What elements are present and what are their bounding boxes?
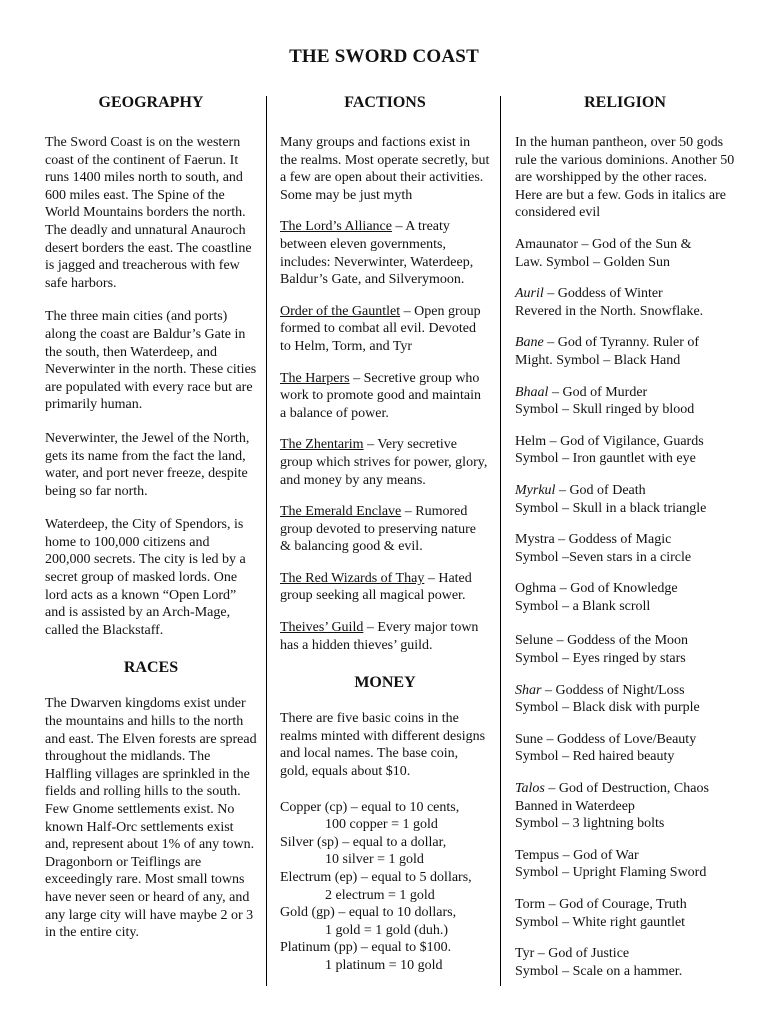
money-heading: MONEY [354, 674, 416, 692]
god-name: Talos [515, 781, 545, 797]
god-name: Amaunator [515, 236, 578, 252]
money-intro: There are five basic coins in the realms minted with different designs and local names. The base coin, gold, equals about $10. [280, 711, 486, 780]
faction-item [280, 570, 490, 605]
god-symbol: Symbol – Red haired beauty [515, 749, 675, 765]
faction-name: Order of the Gauntlet [280, 303, 401, 319]
god-name: Helm [515, 433, 547, 449]
god-entry [515, 334, 735, 352]
god-domain: – God of Knowledge [556, 581, 678, 597]
god-symbol: Symbol – Black disk with purple [515, 700, 700, 716]
god-name: Sune [515, 731, 543, 747]
god-domain: – God of War [559, 847, 639, 863]
geography-paragraph-2: The three main cities (and ports) along the coast are Baldur’s Gate in the south, then Waterdeep, and Neverwinter in the north. These cities are populated with every race but are primarily human. [45, 309, 257, 413]
god-domain: – Goddess of Night/Loss [541, 682, 685, 698]
god-domain: – God of Tyranny. Ruler of [543, 335, 700, 351]
faction-name: The Red Wizards of Thay [280, 570, 425, 586]
coin-conversion: 1 platinum = 10 gold [325, 957, 443, 973]
faction-desc: – Every major town has a hidden thieves’ guild. [280, 620, 479, 653]
god-domain: – God of Death [555, 482, 646, 498]
faction-desc: – Hated group seeking all magical power. [280, 570, 472, 604]
god-name: Myrkul [515, 482, 556, 498]
faction-item [280, 218, 490, 288]
faction-item [280, 370, 490, 423]
god-entry [515, 847, 735, 865]
geography-heading: GEOGRAPHY [98, 94, 204, 111]
faction-desc: – Very secretive group which strives for power, glory, and money by any means. [280, 437, 488, 488]
coin-line: Silver (sp) – equal to a dollar, [280, 834, 447, 850]
faction-name: The Harpers [280, 370, 350, 386]
god-symbol: Symbol –Seven stars in a circle [515, 549, 692, 565]
god-domain: – God of the Sun & [577, 236, 692, 252]
god-entry [515, 682, 735, 700]
coin-line: Platinum (pp) – equal to $100. [280, 940, 452, 956]
god-name: Bane [515, 335, 544, 351]
god-entry [515, 731, 735, 749]
god-symbol: Law. Symbol – Golden Sun [515, 254, 671, 270]
god-symbol: Symbol – a Blank scroll [515, 598, 651, 614]
god-entry [515, 896, 735, 914]
god-name: Tempus [515, 847, 560, 863]
factions-intro: Many groups and factions exist in the realms. Most operate secretly, but a few are open about their activities. Some may be just myth [280, 135, 490, 203]
coin-conversion: 2 electrum = 1 gold [325, 887, 435, 903]
god-entry [515, 384, 735, 402]
god-name: Auril [515, 286, 544, 302]
coin-conversion: 1 gold = 1 gold (duh.) [325, 922, 448, 938]
gods-list [515, 222, 735, 980]
god-name: Mystra [515, 532, 555, 548]
faction-desc: – Open group formed to combat all evil. Devoted to Helm, Torm, and Tyr [280, 303, 481, 354]
god-entry [515, 482, 735, 500]
god-name: Oghma [515, 581, 557, 597]
god-symbol: Might. Symbol – Black Hand [515, 352, 681, 368]
god-entry [515, 285, 735, 303]
god-entry [515, 945, 735, 963]
geography-paragraph-1: The Sword Coast is on the western coast of the continent of Faerun. It runs 1400 miles north to south, and 600 miles east. The Spine of the World Mountains borders the north. The deadly and unnatural Anauroch desert borders the east. The coastline is jagged and treacherous with few safe harbors. [45, 135, 252, 291]
races-paragraph: The Dwarven kingdoms exist under the mountains and hills to the north and east. The Elven forests are spread throughout the midlands. The Halfling villages are sprinkled in the fields and rolling hills to the south. Few Gnome settlements exist. No known Half-Orc settlements exist and, represent about 1% of any town. Dragonborn or Teiflings are exceedingly rare. Most small towns have never seen or heard of any, and any large city will have maybe 2 or 3 in the entire city. [45, 696, 257, 941]
god-name: Selune [515, 633, 554, 649]
god-symbol: Symbol – Scale on a hammer. [515, 963, 683, 979]
god-domain: – God of Courage, Truth [545, 897, 687, 912]
coin-line: Copper (cp) – equal to 10 cents, [280, 799, 460, 815]
god-domain: – Goddess of Love/Beauty [543, 731, 697, 747]
geography-paragraph-4: Waterdeep, the City of Spendors, is home to 100,000 citizens and 200,000 secrets. The city is led by a secret group of masked lords. One lord acts as a known “Open Lord” and is assisted by an Arch-Mage, called the Blackstaff. [45, 517, 246, 638]
faction-item [280, 436, 490, 489]
god-symbol: Symbol – 3 lightning bolts [515, 816, 665, 832]
god-symbol: Symbol – Upright Flaming Sword [515, 865, 707, 881]
god-symbol: Symbol – White right gauntlet [515, 914, 686, 930]
faction-item [280, 303, 490, 356]
god-domain: – Goddess of Magic [554, 532, 672, 548]
god-name: Bhaal [515, 384, 549, 400]
faction-item [280, 619, 490, 654]
god-domain: – Goddess of the Moon [553, 633, 689, 649]
god-entry [515, 236, 735, 254]
faction-desc: – A treaty between eleven governments, includes: Neverwinter, Waterdeep, Baldur’s Gate, and Silverymoon. [280, 219, 474, 288]
coin-conversion: 100 copper = 1 gold [325, 817, 438, 833]
god-symbol: Revered in the North. Snowflake. [515, 303, 704, 319]
coin-line: Gold (gp) – equal to 10 dollars, [280, 905, 457, 921]
god-symbol: Symbol – Skull ringed by blood [515, 402, 695, 418]
god-domain: – God of Justice [534, 946, 630, 962]
god-entry [515, 531, 735, 549]
god-name: Shar [515, 682, 542, 698]
faction-desc: – Secretive group who work to promote good and maintain a balance of power. [280, 370, 482, 421]
faction-name: The Zhentarim [280, 437, 364, 453]
geography-paragraph-3: Neverwinter, the Jewel of the North, gets its name from the fact the land, water, and port never freeze, despite being so far north. [45, 430, 250, 499]
god-domain: – God of Murder [548, 384, 648, 400]
god-symbol: Symbol – Iron gauntlet with eye [515, 451, 696, 467]
god-entry [515, 580, 735, 598]
religion-heading: RELIGION [584, 94, 666, 111]
coin-line: Electrum (ep) – equal to 5 dollars, [280, 870, 472, 885]
god-domain: – Goddess of Winter [543, 286, 663, 302]
faction-name: The Emerald Enclave [280, 504, 402, 520]
god-symbol: Symbol – Skull in a black triangle [515, 500, 707, 516]
column-divider-right [500, 96, 501, 986]
god-name: Torm [515, 897, 546, 912]
coin-conversion: 10 silver = 1 gold [325, 852, 424, 868]
god-symbol: Symbol – Eyes ringed by stars [515, 651, 686, 667]
god-note: Banned in Waterdeep [515, 798, 635, 814]
god-entry [515, 780, 735, 798]
column-religion [515, 92, 735, 980]
god-name: Tyr [515, 946, 535, 962]
page-title: THE SWORD COAST [289, 46, 479, 67]
factions-heading: FACTIONS [344, 94, 426, 111]
god-domain: – God of Destruction, Chaos [544, 781, 709, 797]
races-heading: RACES [123, 659, 179, 677]
religion-intro: In the human pantheon, over 50 gods rule the various dominions. Another 50 are worshipped by the other races. Here are but a few. Gods in italics are considered evil [515, 135, 735, 221]
column-divider-left [266, 96, 267, 986]
god-entry [515, 632, 735, 650]
column-factions-money [280, 92, 490, 975]
faction-name: The Lord’s Alliance [280, 219, 392, 235]
faction-item [280, 503, 490, 556]
faction-desc: – Rumored group devoted to preserving nature & balancing good & evil. [280, 504, 476, 555]
god-domain: – God of Vigilance, Guards [546, 433, 704, 449]
god-entry [515, 433, 735, 451]
faction-name: Theives’ Guild [280, 620, 364, 636]
column-geography-races [45, 92, 257, 942]
